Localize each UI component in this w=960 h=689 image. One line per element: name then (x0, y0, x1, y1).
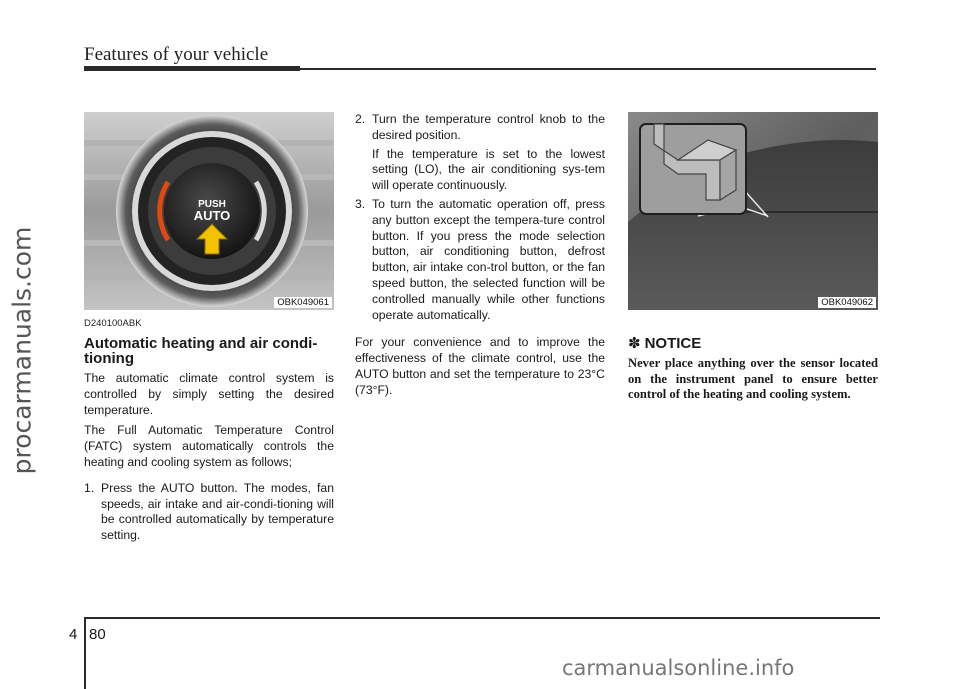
paragraph-2: The Full Automatic Temperature Control (FATC) system automatically controls the heating and cooling system as follows; (84, 423, 334, 469)
page-header-title: Features of your vehicle (84, 44, 269, 65)
section-heading: Automatic heating and air condi-tioning (84, 335, 318, 367)
footer-divider (84, 618, 86, 689)
step-text: To turn the automatic operation off, press any button except the tempera-ture control button. If you press the mode selection button, air conditioning button, defrost button, air intake con-trol button, or the fan speed button, the selected function will be controlled manually while other functions operate automatically. (372, 196, 605, 322)
step-2-note: If the temperature is set to the lowest setting (LO), the air conditioning sys-tem will operate continuously. (372, 146, 605, 193)
step-number: 3. (355, 196, 366, 211)
side-watermark-text: procarmanuals.com (7, 226, 37, 474)
notice-heading (628, 334, 878, 352)
figure-auto-button (84, 112, 334, 310)
auto-label: AUTO (193, 208, 231, 223)
header-rule-thick (84, 66, 300, 71)
step-1 (84, 481, 334, 544)
notice-icon: ✽ (628, 334, 641, 352)
notice-body: Never place anything over the sensor located on the instrument panel to ensure better control of the heating and cooling system. (628, 356, 878, 402)
push-label: PUSH (198, 199, 226, 210)
figure-sensor (628, 112, 878, 310)
footer-rule (84, 617, 880, 619)
page-chapter: 4 (69, 626, 78, 643)
paragraph-convenience: For your convenience and to improve the effectiveness of the climate control, use the AUTO button and set the temperature to 23°C (73°F). (355, 335, 605, 397)
column-1 (84, 112, 334, 544)
side-watermark (2, 130, 42, 570)
notice-title: NOTICE (644, 334, 702, 352)
auto-button-illustration (84, 112, 334, 310)
step-number: 2. (355, 112, 366, 126)
column-2 (355, 112, 605, 399)
figure-label: OBK049062 (818, 297, 876, 308)
figure-label: OBK049061 (274, 297, 332, 308)
step-number: 1. (84, 480, 95, 495)
header-rule-thin (300, 68, 876, 70)
step-2 (355, 112, 605, 144)
page-number: 80 (89, 626, 106, 643)
step-3 (355, 197, 605, 323)
step-text: Press the AUTO button. The modes, fan speeds, air intake and air-condi-tioning will be controlled automatically by temperature setting. (101, 480, 334, 543)
sensor-illustration (628, 112, 878, 310)
section-code: D240100ABK (84, 318, 142, 329)
step-text: Turn the temperature control knob to the desired position. (372, 112, 605, 142)
bottom-watermark: carmanualsonline.info (562, 656, 795, 680)
paragraph-1: The automatic climate control system is controlled by simply setting the desired temperature. (84, 371, 334, 417)
column-3 (628, 112, 878, 403)
